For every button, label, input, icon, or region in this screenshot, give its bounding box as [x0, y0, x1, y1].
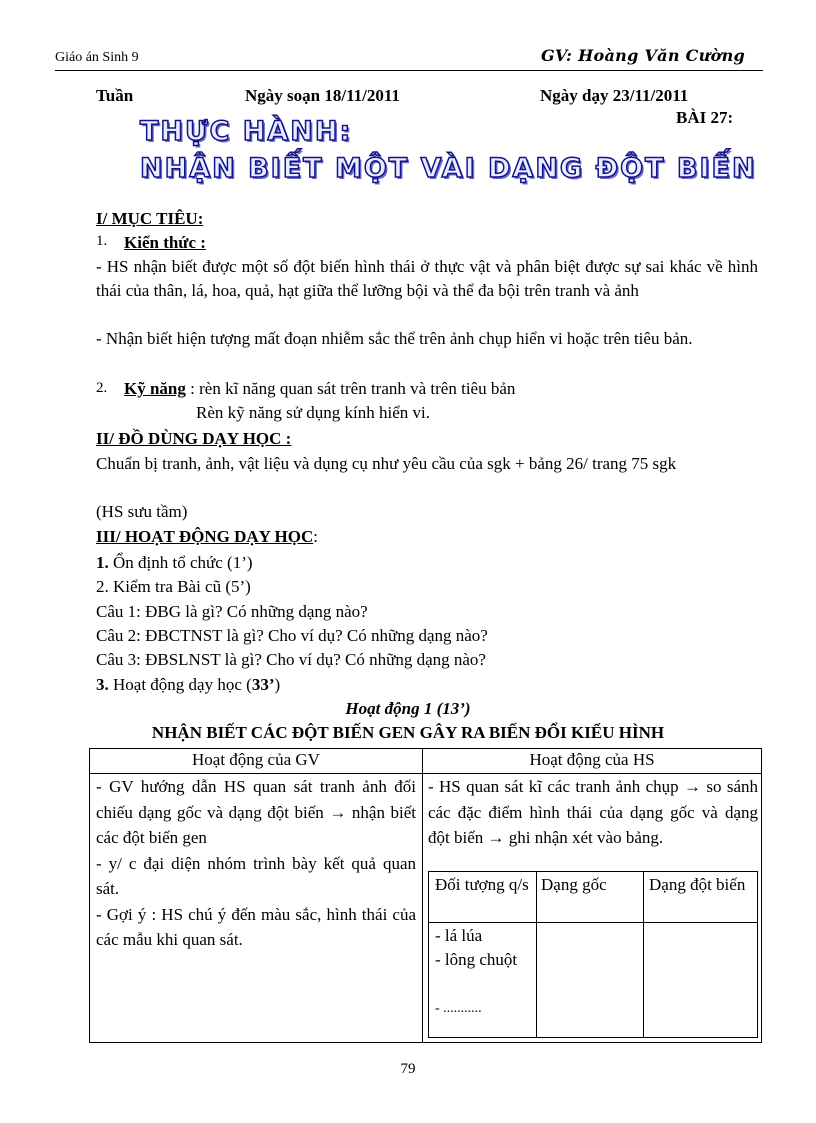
knowledge-number: 1. — [96, 233, 108, 249]
page-number: 79 — [400, 1061, 416, 1077]
skill-text-2: Rèn kỹ năng sử dụng kính hiển vi. — [196, 403, 430, 422]
observation-header-object: Đối tượng q/s — [435, 875, 529, 894]
section-1-heading: I/ MỤC TIÊU: — [96, 209, 204, 228]
step-1-number: 1. — [96, 553, 109, 572]
table-column-divider — [422, 749, 423, 1042]
question-1: Câu 1: ĐBG là gì? Có những dạng nào? — [96, 602, 368, 621]
observation-header-mutant: Dạng đột biến — [649, 875, 746, 894]
step-3-number: 3. — [96, 675, 109, 694]
observation-col-divider-1 — [536, 872, 537, 1037]
skill-text: : rèn kĩ năng quan sát trên tranh và trên tiêu bản — [185, 379, 516, 398]
column-header-student: Hoạt động của HS — [529, 750, 655, 769]
equipment-note: (HS sưu tầm) — [96, 502, 188, 521]
skill-line — [124, 377, 515, 401]
section-3-heading-line — [96, 525, 318, 549]
section-2-heading: II/ ĐỒ DÙNG DẠY HỌC : — [96, 429, 292, 448]
teach-date: Ngày dạy 23/11/2011 — [540, 86, 689, 105]
skill-label: Kỹ năng — [124, 379, 186, 398]
observation-row-1: - lá lúa — [435, 926, 483, 945]
equipment-paragraph: Chuẩn bị tranh, ảnh, vật liệu và dụng cụ như yêu cầu của sgk + bảng 26/ trang 75 sgk — [96, 454, 677, 473]
activity-table — [89, 748, 762, 1043]
step-3-text: Hoạt động dạy học ( — [108, 675, 252, 694]
prep-date: Ngày soạn 18/11/2011 — [245, 86, 400, 105]
column-header-teacher: Hoạt động của GV — [192, 750, 320, 769]
lesson-number: BÀI 27: — [676, 108, 734, 127]
step-3-time: 33’ — [251, 675, 275, 694]
observation-row-3: - ........... — [435, 1001, 482, 1016]
observation-table — [428, 871, 758, 1038]
question-3: Câu 3: ĐBSLNST là gì? Cho ví dụ? Có những dạng nào? — [96, 650, 486, 669]
section-3-heading: III/ HOẠT ĐỘNG DẠY HỌC — [96, 527, 314, 546]
step-1-text: Ổn định tổ chức (1’) — [108, 553, 253, 572]
step-1-line — [96, 551, 253, 575]
knowledge-paragraph-1: - HS nhận biết được một số đột biến hình thái ở thực vật và phân biệt được sự sai khác về hình thái của thân, lá, hoa, quả, hạt giữa thể lưỡng bội và thể đa bội trên tranh và ảnh — [96, 257, 758, 300]
observation-col-divider-2 — [643, 872, 644, 1037]
teacher-activity-text: - GV hướng dẫn HS quan sát tranh ảnh đối chiếu dạng gốc và dạng đột biến → nhận biết các đột biến gen - y/ c đại diện nhóm trình bày kết quả quan sát. - Gợi ý : HS chú ý đến màu sắc, hình thái của các mẫu khi quan sát. — [96, 777, 416, 949]
skill-number: 2. — [96, 380, 108, 396]
title-line-1: THỰC HÀNH: — [140, 116, 353, 147]
page-header — [55, 48, 763, 71]
header-teacher: GV: Hoàng Văn Cường — [540, 46, 745, 65]
week-label: Tuần — [96, 86, 134, 105]
header-subject: Giáo án Sinh 9 — [55, 50, 139, 65]
step-2-text: 2. Kiểm tra Bài cũ (5’) — [96, 577, 251, 596]
question-2: Câu 2: ĐBCTNST là gì? Cho ví dụ? Có những dạng nào? — [96, 626, 488, 645]
observation-header-original: Dạng gốc — [541, 875, 607, 894]
knowledge-label: Kiến thức : — [124, 233, 206, 252]
title-line-2: NHẬN BIẾT MỘT VÀI DẠNG ĐỘT BIẾN — [140, 153, 757, 184]
knowledge-paragraph-2: - Nhận biết hiện tượng mất đoạn nhiễm sắc thể trên ảnh chụp hiển vi hoặc trên tiêu bản. — [96, 329, 693, 348]
student-activity-text: - HS quan sát kĩ các tranh ảnh chụp → so sánh các đặc điểm hình thái của dạng gốc và dạng đột biến → ghi nhận xét vào bảng. — [428, 777, 758, 847]
activity-1-subtitle: NHẬN BIẾT CÁC ĐỘT BIẾN GEN GÂY RA BIẾN ĐỔI KIỂU HÌNH — [151, 723, 665, 742]
observation-row-2: - lông chuột — [435, 950, 518, 969]
activity-1-title: Hoạt động 1 (13’) — [345, 699, 471, 718]
step-3-close: ) — [274, 675, 281, 694]
section-3-heading-tail: : — [313, 527, 318, 546]
step-3-line — [96, 673, 280, 697]
